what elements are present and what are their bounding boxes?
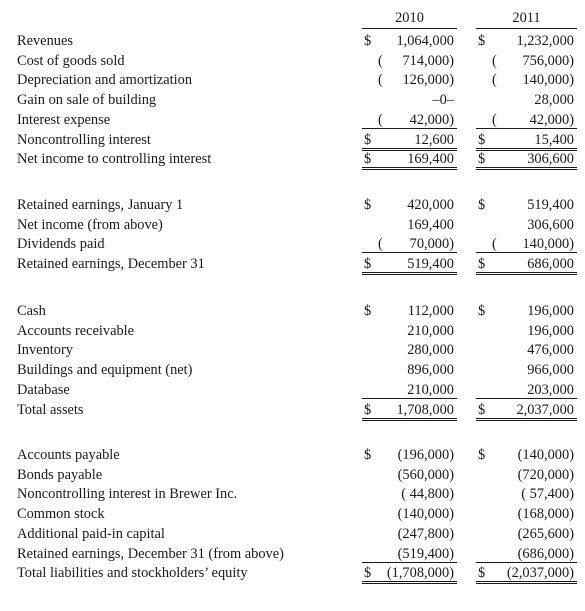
column-header xyxy=(0,8,585,28)
amount-value: 306,600 xyxy=(527,216,574,233)
amount-value: 12,600 xyxy=(414,131,454,148)
table-row xyxy=(0,340,585,360)
line-item-label: Net income to controlling interest xyxy=(17,151,212,168)
table-row xyxy=(0,484,585,504)
open-paren: ( xyxy=(492,111,497,128)
amount-value: (196,000) xyxy=(397,447,454,463)
amount-2011-cell xyxy=(476,524,577,542)
year-2010-header xyxy=(362,8,457,29)
open-paren: ( xyxy=(492,236,497,253)
amount-value: (168,000) xyxy=(517,506,574,523)
amount-value: 280,000 xyxy=(407,342,454,359)
line-item-label: Noncontrolling interest xyxy=(17,131,151,148)
dollar-sign: $ xyxy=(478,131,486,148)
line-item-label: Gain on sale of building xyxy=(17,92,157,109)
amount-value: 169,400 xyxy=(407,216,454,233)
line-item-label: Retained earnings, January 1 xyxy=(17,197,184,213)
table-row xyxy=(0,70,585,90)
amount-2011-cell xyxy=(476,301,577,319)
amount-2011-cell xyxy=(476,504,577,522)
table-row xyxy=(0,360,585,380)
dollar-sign: $ xyxy=(478,197,486,213)
amount-2011-cell xyxy=(476,563,577,584)
amount-value: 2,037,000 xyxy=(516,401,574,418)
line-item-label: Additional paid-in capital xyxy=(17,525,165,542)
amount-2010-cell xyxy=(362,400,457,421)
line-item-label: Retained earnings, December 31 xyxy=(17,256,205,273)
amount-2010-cell xyxy=(362,360,457,378)
dollar-sign: $ xyxy=(364,131,372,148)
dollar-sign: $ xyxy=(364,303,372,319)
amount-value: 169,400 xyxy=(407,151,454,168)
amount-value: 196,000 xyxy=(527,322,574,339)
line-item-label: Inventory xyxy=(17,342,73,359)
table-row xyxy=(0,31,585,51)
amount-2010-cell xyxy=(362,301,457,319)
line-item-label: Net income (from above) xyxy=(17,216,163,233)
amount-value: (247,800) xyxy=(397,525,454,542)
amount-value: (560,000) xyxy=(397,466,454,483)
line-item-label: Interest expense xyxy=(17,111,111,128)
amount-value: (720,000) xyxy=(517,466,574,483)
amount-2010-cell xyxy=(362,544,457,563)
table-row xyxy=(0,380,585,400)
amount-value: 196,000 xyxy=(527,303,574,319)
line-item-label: Noncontrolling interest in Brewer Inc. xyxy=(17,486,238,503)
amount-value: –0– xyxy=(432,92,454,109)
dollar-sign: $ xyxy=(478,303,486,319)
amount-2010-cell xyxy=(362,254,457,275)
amount-2010-cell xyxy=(362,90,457,108)
dollar-sign: $ xyxy=(364,565,372,582)
amount-value: 1,708,000 xyxy=(396,401,454,418)
line-item-label: Total assets xyxy=(17,401,84,418)
amount-value: 126,000) xyxy=(402,72,454,89)
amount-2011-cell xyxy=(476,51,577,69)
line-item-label: Accounts payable xyxy=(17,447,120,463)
dollar-sign: $ xyxy=(364,151,372,168)
year-2011-header xyxy=(476,8,577,29)
amount-2010-cell xyxy=(362,234,457,253)
amount-2010-cell xyxy=(362,70,457,88)
table-row xyxy=(0,524,585,544)
amount-2011-cell xyxy=(476,484,577,502)
table-row xyxy=(0,544,585,564)
amount-2010-cell xyxy=(362,110,457,129)
table-row xyxy=(0,445,585,465)
amount-value: 1,064,000 xyxy=(396,33,454,49)
amount-2010-cell xyxy=(362,31,457,49)
line-item-label: Database xyxy=(17,381,70,398)
amount-2011-cell xyxy=(476,130,577,151)
amount-value: 966,000 xyxy=(527,362,574,379)
line-item-label: Depreciation and amortization xyxy=(17,72,193,89)
dollar-sign: $ xyxy=(478,33,486,49)
amount-2011-cell xyxy=(476,321,577,339)
line-item-label: Accounts receivable xyxy=(17,322,135,339)
open-paren: ( xyxy=(378,111,383,128)
amount-2010-cell xyxy=(362,445,457,463)
amount-2010-cell xyxy=(362,195,457,213)
open-paren: ( xyxy=(492,52,497,69)
amount-2011-cell xyxy=(476,360,577,378)
dollar-sign: $ xyxy=(478,256,486,273)
amount-value: 140,000) xyxy=(522,72,574,89)
table-row xyxy=(0,149,585,169)
amount-value: 519,400 xyxy=(527,197,574,213)
line-item-label: Common stock xyxy=(17,506,105,523)
amount-2011-cell xyxy=(476,215,577,233)
amount-value: 210,000 xyxy=(407,381,454,398)
amount-2010-cell xyxy=(362,215,457,233)
open-paren: ( xyxy=(378,236,383,253)
amount-2010-cell xyxy=(362,130,457,151)
table-row xyxy=(0,195,585,215)
amount-2010-cell xyxy=(362,380,457,399)
amount-2011-cell xyxy=(476,254,577,275)
amount-value: 756,000) xyxy=(522,52,574,69)
amount-value: 1,232,000 xyxy=(516,33,574,49)
table-row xyxy=(0,400,585,420)
line-item-label: Bonds payable xyxy=(17,466,103,483)
line-item-label: Cash xyxy=(17,303,46,319)
amount-2010-cell xyxy=(362,465,457,483)
amount-2011-cell xyxy=(476,445,577,463)
amount-value: 28,000 xyxy=(534,92,574,109)
dollar-sign: $ xyxy=(364,401,372,418)
table-row xyxy=(0,563,585,583)
amount-2011-cell xyxy=(476,400,577,421)
table-row xyxy=(0,130,585,150)
table-row xyxy=(0,254,585,274)
line-item-label: Total liabilities and stockholders’ equity xyxy=(17,565,248,582)
amount-value: (265,600) xyxy=(517,525,574,542)
line-item-label: Buildings and equipment (net) xyxy=(17,362,193,379)
amount-value: 896,000 xyxy=(407,362,454,379)
table-row xyxy=(0,234,585,254)
year-label: 2010 xyxy=(395,10,424,26)
amount-value: (1,708,000) xyxy=(386,565,454,582)
amount-2011-cell xyxy=(476,70,577,88)
amount-2010-cell xyxy=(362,563,457,584)
dollar-sign: $ xyxy=(364,447,372,463)
amount-value: 714,000) xyxy=(402,52,454,69)
amount-value: 112,000 xyxy=(407,303,454,319)
dollar-sign: $ xyxy=(364,256,372,273)
dollar-sign: $ xyxy=(478,151,486,168)
amount-value: 420,000 xyxy=(407,197,454,213)
line-item-label: Cost of goods sold xyxy=(17,52,125,69)
amount-value: 70,000) xyxy=(409,236,454,253)
dollar-sign: $ xyxy=(364,33,372,49)
open-paren: ( xyxy=(492,72,497,89)
amount-2011-cell xyxy=(476,195,577,213)
open-paren: ( xyxy=(378,72,383,89)
amount-2011-cell xyxy=(476,110,577,129)
amount-value: 15,400 xyxy=(534,131,574,148)
amount-2011-cell xyxy=(476,340,577,358)
amount-2010-cell xyxy=(362,484,457,502)
amount-2010-cell xyxy=(362,321,457,339)
amount-2011-cell xyxy=(476,90,577,108)
amount-value: ( 57,400) xyxy=(521,486,574,503)
dollar-sign: $ xyxy=(478,565,486,582)
table-row xyxy=(0,465,585,485)
amount-value: (140,000) xyxy=(517,447,574,463)
amount-value: (686,000) xyxy=(517,545,574,562)
table-row xyxy=(0,90,585,110)
amount-value: 306,600 xyxy=(527,151,574,168)
amount-value: (140,000) xyxy=(397,506,454,523)
amount-2011-cell xyxy=(476,380,577,399)
table-row xyxy=(0,504,585,524)
amount-2010-cell xyxy=(362,149,457,170)
line-item-label: Retained earnings, December 31 (from above) xyxy=(17,545,284,562)
table-row xyxy=(0,301,585,321)
amount-value: (2,037,000) xyxy=(506,565,574,582)
table-row xyxy=(0,215,585,235)
amount-2011-cell xyxy=(476,544,577,563)
dollar-sign: $ xyxy=(478,447,486,463)
amount-2011-cell xyxy=(476,234,577,253)
line-item-label: Revenues xyxy=(17,33,73,49)
amount-2010-cell xyxy=(362,504,457,522)
amount-2011-cell xyxy=(476,31,577,49)
amount-value: ( 44,800) xyxy=(401,486,454,503)
table-row xyxy=(0,51,585,71)
line-item-label: Dividends paid xyxy=(17,236,105,253)
amount-2011-cell xyxy=(476,465,577,483)
amount-value: 42,000) xyxy=(529,111,574,128)
amount-value: 210,000 xyxy=(407,322,454,339)
amount-value: 42,000) xyxy=(409,111,454,128)
amount-2010-cell xyxy=(362,524,457,542)
year-label: 2011 xyxy=(512,10,541,26)
amount-value: (519,400) xyxy=(397,545,454,562)
amount-value: 203,000 xyxy=(527,381,574,398)
amount-2010-cell xyxy=(362,340,457,358)
amount-value: 476,000 xyxy=(527,342,574,359)
amount-value: 519,400 xyxy=(407,256,454,273)
dollar-sign: $ xyxy=(364,197,372,213)
amount-value: 140,000) xyxy=(522,236,574,253)
table-row xyxy=(0,321,585,341)
amount-2011-cell xyxy=(476,149,577,170)
amount-value: 686,000 xyxy=(527,256,574,273)
dollar-sign: $ xyxy=(478,401,486,418)
open-paren: ( xyxy=(378,52,383,69)
table-row xyxy=(0,110,585,130)
amount-2010-cell xyxy=(362,51,457,69)
